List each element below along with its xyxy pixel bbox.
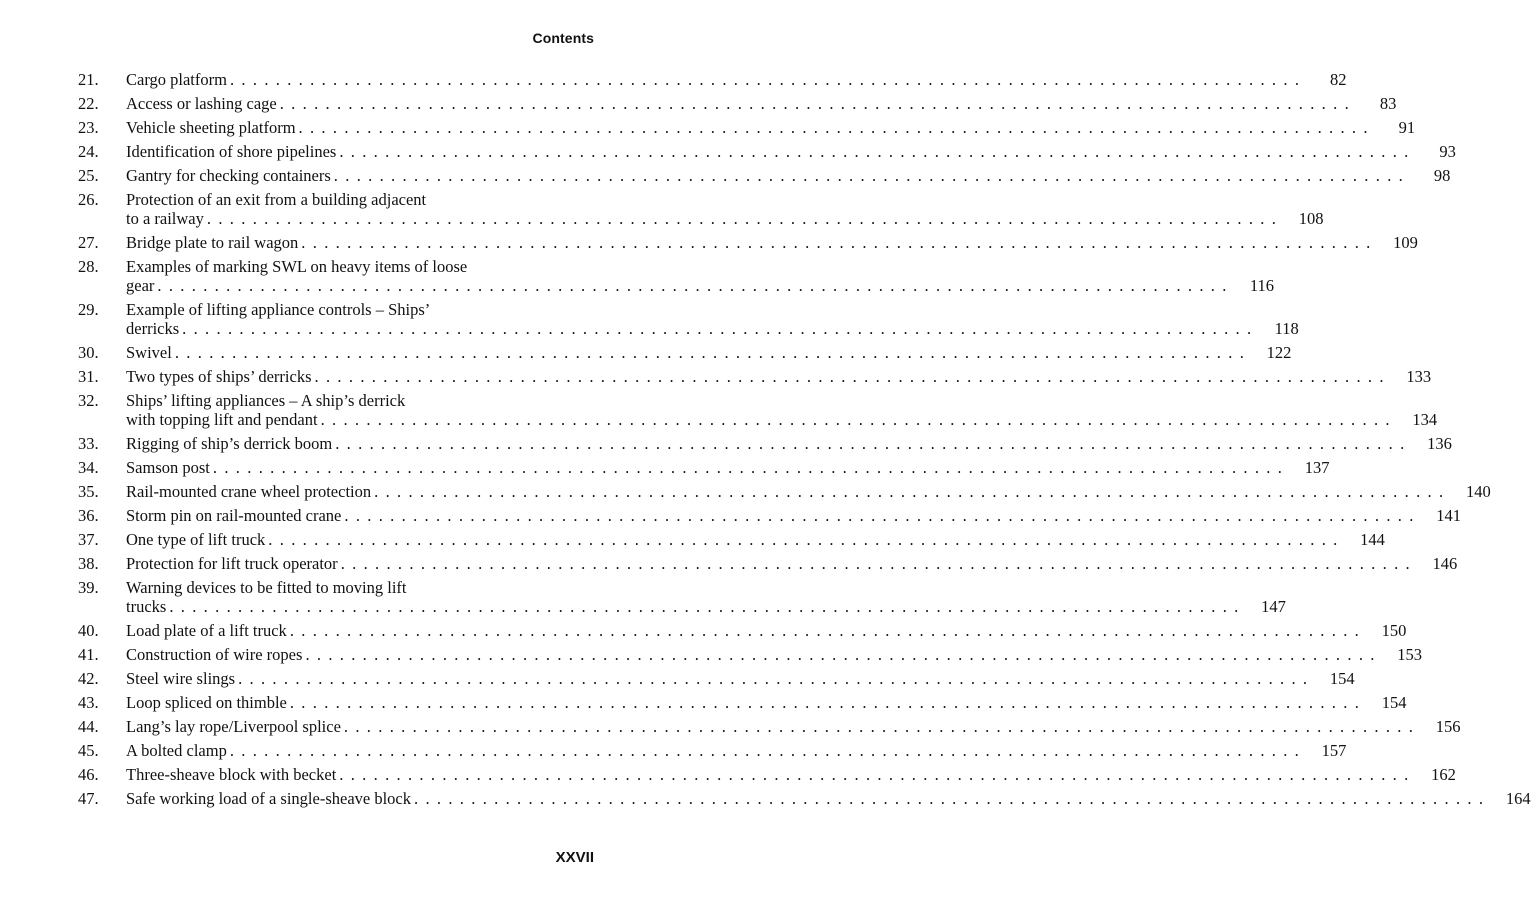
entry-title-text: Bridge plate to rail wagon [126,233,299,252]
toc-entry [78,94,1397,113]
entry-title [126,578,1240,616]
entry-title-line [126,645,1376,664]
entry-title [126,621,1360,640]
toc-entry [78,669,1355,688]
dot-leader [334,166,1405,185]
entry-title-line [126,319,1253,338]
toc-entry [78,142,1456,161]
entry-number: 35. [78,482,99,501]
entry-page-number: 150 [1381,621,1407,640]
entry-number: 33. [78,434,99,453]
entry-title-text: Ships’ lifting appliances – A ship’s derrick [126,391,406,410]
dot-leader [230,70,1301,89]
entry-title-line [126,554,1411,573]
entry-title-text: gear [126,276,155,295]
entry-title [126,233,1372,252]
dot-leader [315,367,1386,386]
entry-title [126,554,1411,573]
entry-title [126,391,1391,429]
dot-leader [414,789,1485,808]
toc-entry [78,741,1347,760]
entry-title-line [126,506,1415,525]
entry-title-line [126,70,1301,89]
dot-leader [280,94,1351,113]
entry-title-text: One type of lift truck [126,530,266,549]
dot-leader [213,458,1284,477]
entry-title-line [126,597,1240,616]
dot-leader [230,741,1301,760]
entry-page-number: 93 [1439,142,1456,161]
entry-page-number: 116 [1249,276,1274,295]
entry-number: 37. [78,530,99,549]
toc-entry [78,458,1330,477]
entry-title [126,118,1369,137]
entry-number: 41. [78,645,99,664]
entry-number: 31. [78,367,99,386]
toc-entry [78,233,1418,252]
entry-page-number: 134 [1412,410,1438,429]
entry-title-line [126,343,1245,362]
entry-title-line [126,166,1404,185]
entry-title-line [126,458,1283,477]
entry-number: 46. [78,765,99,784]
dot-leader [341,554,1412,573]
entry-title-text: derricks [126,319,180,338]
entry-title [126,506,1415,525]
toc-entry [78,693,1407,712]
toc-entry [78,482,1491,501]
entry-title-text: Example of lifting appliance controls – Ships’ [126,300,431,319]
dot-leader [301,233,1372,252]
dot-leader [268,530,1339,549]
entry-number: 43. [78,693,99,712]
entry-title [126,693,1360,712]
entry-title [126,142,1410,161]
toc-entry [78,530,1385,549]
dot-leader [290,621,1361,640]
entry-title [126,645,1376,664]
entry-title-line [126,257,1228,276]
entry-title-text: Warning devices to be fitted to moving lift [126,578,407,597]
entry-page-number: 98 [1433,166,1451,185]
entry-title [126,669,1309,688]
entry-page-number: 109 [1393,233,1418,252]
entry-title [126,300,1253,338]
entry-title-text: Storm pin on rail-mounted crane [126,506,342,525]
entry-number: 39. [78,578,99,597]
entry-title-text: Samson post [126,458,210,477]
entry-number: 26. [78,190,99,209]
entry-page-number: 137 [1304,458,1330,477]
entry-title-text: Identification of shore pipelines [126,142,337,161]
entry-title-line [126,693,1360,712]
entry-title-line [126,94,1350,113]
toc-entry [78,166,1451,185]
entry-title-line [126,434,1406,453]
entry-title-line [126,276,1228,295]
entry-title [126,458,1283,477]
entry-number: 24. [78,142,99,161]
entry-title [126,257,1228,295]
entry-page-number: 153 [1397,645,1423,664]
entry-page-number: 157 [1321,741,1347,760]
entry-title-line [126,765,1410,784]
entry-page-number: 154 [1329,669,1355,688]
entry-title-line [126,789,1485,808]
entry-title [126,94,1350,113]
toc-entry [78,343,1292,362]
entry-title [126,166,1404,185]
entry-title [126,717,1414,736]
entry-page-number: 147 [1261,597,1286,616]
entry-page-number: 136 [1427,434,1452,453]
entry-title-text: Cargo platform [126,70,227,89]
entry-page-number: 144 [1360,530,1385,549]
dot-leader [339,142,1410,161]
entry-title-line [126,621,1360,640]
toc-entry [78,70,1347,89]
entry-title [126,190,1277,228]
dot-leader [339,765,1410,784]
entry-title-line [126,482,1445,501]
entry-number: 40. [78,621,99,640]
toc-entry [78,367,1432,386]
entry-page-number: 122 [1266,343,1292,362]
entry-title-line [126,530,1339,549]
entry-title-line [126,578,1240,597]
entry-title-text: Rigging of ship’s derrick boom [126,434,333,453]
entry-number: 27. [78,233,99,252]
entry-title-text: Access or lashing cage [126,94,277,113]
entry-title-line [126,142,1410,161]
dot-leader [238,669,1309,688]
entry-number: 30. [78,343,99,362]
toc-entry [78,578,1286,616]
entry-number: 34. [78,458,99,477]
toc-entry [78,391,1438,429]
page-number: XXVII [555,849,594,866]
entry-title [126,530,1339,549]
entry-title-line [126,717,1414,736]
toc-entry [78,257,1274,295]
entry-title-text: Gantry for checking containers [126,166,331,185]
entry-page-number: 91 [1398,118,1416,137]
dot-leader [344,506,1415,525]
entry-title-text: to a railway [126,209,204,228]
entry-title-line [126,209,1277,228]
entry-page-number: 140 [1465,482,1491,501]
entry-page-number: 108 [1298,209,1324,228]
entry-title-text: Loop spliced on thimble [126,693,287,712]
entry-number: 36. [78,506,99,525]
entry-number: 23. [78,118,99,137]
entry-title-line [126,300,1253,319]
entry-page-number: 156 [1435,717,1461,736]
dot-leader [374,482,1445,501]
entry-title-line [126,669,1309,688]
toc-entry [78,118,1416,137]
entry-title-line [126,367,1385,386]
entry-title-text: Vehicle sheeting platform [126,118,296,137]
entry-title-line [126,410,1391,429]
entry-title [126,482,1445,501]
entry-title-text: Protection of an exit from a building adjacent [126,190,427,209]
entry-title-text: Two types of ships’ derricks [126,367,312,386]
dot-leader [299,118,1370,137]
dot-leader [305,645,1376,664]
entry-title [126,367,1385,386]
entry-number: 38. [78,554,99,573]
entry-number: 25. [78,166,99,185]
dot-leader [169,597,1240,616]
dot-leader [344,717,1415,736]
toc-entry [78,300,1299,338]
entry-title-text: Rail-mounted crane wheel protection [126,482,372,501]
entry-title-line [126,391,1391,410]
entry-title-text: Three-sheave block with becket [126,765,337,784]
toc-entry [78,554,1458,573]
entry-number: 21. [78,70,99,89]
toc-entry [78,434,1452,453]
toc-entry [78,506,1461,525]
dot-leader [321,410,1392,429]
entry-page-number: 118 [1274,319,1299,338]
entry-page-number: 83 [1379,94,1397,113]
entry-title-text: A bolted clamp [126,741,227,760]
entry-title-text: trucks [126,597,167,616]
entry-title-line [126,233,1372,252]
entry-number: 47. [78,789,99,808]
toc-entry [78,789,1531,808]
dot-leader [290,693,1361,712]
entry-title [126,741,1300,760]
entry-title-text: Lang’s lay rope/Liverpool splice [126,717,341,736]
entry-page-number: 146 [1432,554,1458,573]
entry-number: 22. [78,94,99,113]
entry-title-text: Swivel [126,343,172,362]
toc-entry [78,645,1423,664]
entry-title-line [126,741,1300,760]
entry-title [126,789,1485,808]
toc-entry [78,765,1456,784]
entry-title-text: Steel wire slings [126,669,236,688]
entry-page-number: 133 [1406,367,1432,386]
entry-number: 32. [78,391,99,410]
entry-title [126,765,1410,784]
entry-title-text: Load plate of a lift truck [126,621,287,640]
dot-leader [182,319,1253,338]
entry-title-text: Construction of wire ropes [126,645,303,664]
dot-leader [335,434,1406,453]
entry-title-text: Safe working load of a single-sheave block [126,789,411,808]
entry-title-line [126,190,1277,209]
entry-number: 29. [78,300,99,319]
entry-number: 44. [78,717,99,736]
entry-title-text: Protection for lift truck operator [126,554,338,573]
toc-entry [78,717,1461,736]
table-of-contents [78,70,1531,813]
running-header: Contents [532,30,594,46]
entry-page-number: 141 [1436,506,1461,525]
entry-title-text: with topping lift and pendant [126,410,318,429]
entry-title-line [126,118,1369,137]
toc-entry [78,621,1407,640]
entry-title [126,343,1245,362]
entry-page-number: 162 [1431,765,1456,784]
entry-title [126,70,1301,89]
entry-number: 45. [78,741,99,760]
toc-entry [78,190,1324,228]
entry-title-text: Examples of marking SWL on heavy items of loose [126,257,468,276]
entry-page-number: 154 [1381,693,1407,712]
entry-number: 42. [78,669,99,688]
dot-leader [157,276,1228,295]
dot-leader [207,209,1278,228]
entry-title [126,434,1406,453]
dot-leader [175,343,1246,362]
entry-page-number: 82 [1330,70,1347,89]
entry-number: 28. [78,257,99,276]
entry-page-number: 164 [1505,789,1531,808]
